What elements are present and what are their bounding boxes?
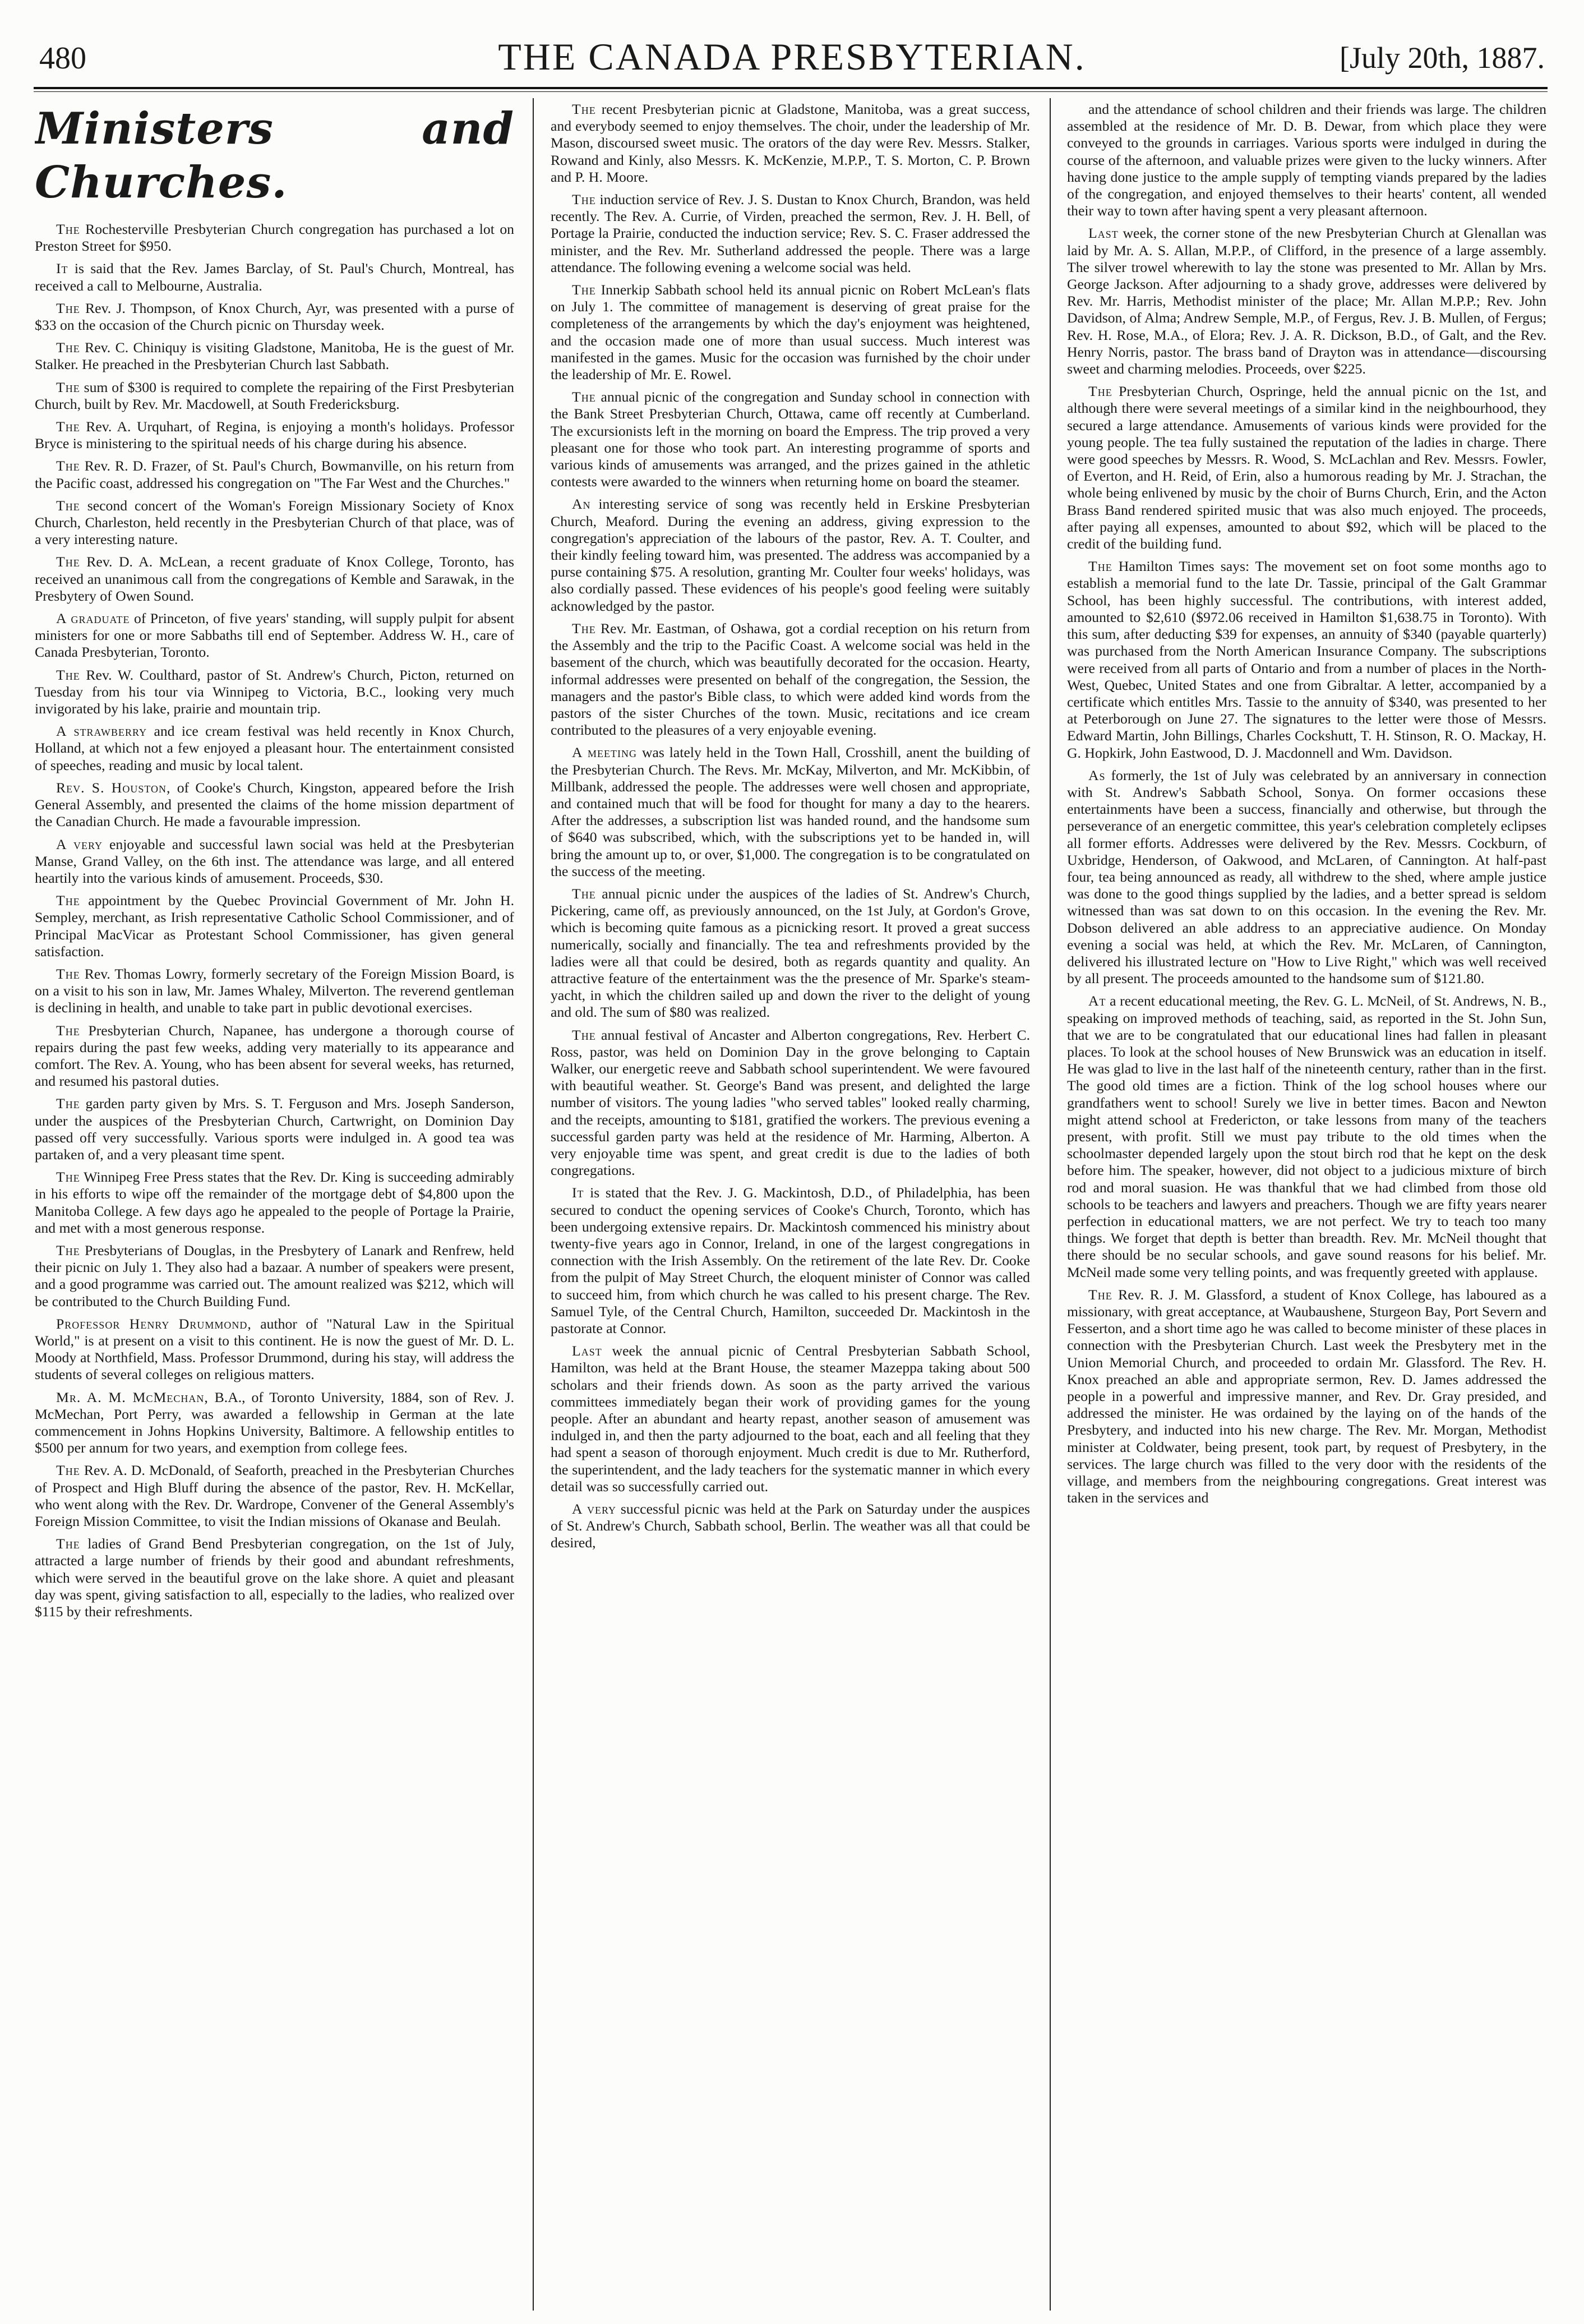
- item-text: successful picnic was held at the Park on Saturday under the auspices of St. Andrew's Church, Sabbath school, Berlin. The weather was all that could be desired,: [551, 1501, 1030, 1551]
- news-item: [551, 496, 1030, 614]
- item-text: was lately held in the Town Hall, Crosshill, anent the building of the Presbyterian Church. The Revs. Mr. McKay, Milverton, and Mr. McKibbin, of Millbank, addressed the people. The addresses were well chosen and appropriate, and contained much that will be food for thought for many a day to the hearers. After the addresses, a subscription list was handed round, and the handsome sum of $640 was subscribed, which, with the subscriptions yet to be handed in, will bring the amount up to, or over, $1,000. The congregation is to be congratulated on the success of the meeting.: [551, 744, 1030, 879]
- item-lead: The: [56, 1022, 80, 1039]
- item-lead: The: [572, 191, 596, 208]
- section-heading: Ministers and Churches.: [35, 103, 514, 208]
- item-text: second concert of the Woman's Foreign Missionary Society of Knox Church, Charleston, held recently in the Presbyterian Church of that place, was of a very interesting nature.: [35, 497, 514, 548]
- item-lead: An: [572, 496, 591, 513]
- item-text: Rev. W. Coulthard, pastor of St. Andrew's Church, Picton, returned on Tuesday from his tour via Winnipeg to Victoria, B.C., looking very much invigorated by his lake, prairie and mountain trip.: [35, 666, 514, 717]
- item-text: Presbyterian Church, Ospringe, held the annual picnic on the 1st, and although there were several meetings of a similar kind in the neighbourhood, they secured a large attendance. Amusements of various kinds were provided for the young people. The tea fully sustained the reputation of the ladies in charge. There were good speeches by Messrs. R. Wood, S. McLachlan and Rev. Messrs. Fowler, of Everton, and H. Reid, of Erin, also a humorous reading by Mr. J. Strachan, the whole being enlivened by music by the choir of Burns Church, Erin, and the Acton Brass Band rendered spirited music that was also much enjoyed. The proceeds, after paying all expenses, amounted to about $92, which will be placed to the credit of the building fund.: [1067, 383, 1546, 552]
- news-item: [551, 1501, 1030, 1552]
- item-lead: The: [56, 418, 80, 435]
- header-rule: [34, 87, 1548, 89]
- item-text: author of "Natural Law in the Spiritual World," is at present on a visit to this continent. He is now the guest of Mr. D. L. Moody at Northfield, Mass. Professor Drummond, during his stay, will address the students of several colleges on religious matters.: [35, 1315, 514, 1383]
- item-lead: The: [572, 282, 596, 298]
- item-lead: The: [56, 892, 80, 909]
- item-lead: The: [572, 620, 596, 637]
- item-text: Rev. Thomas Lowry, formerly secretary of the Foreign Mission Board, is on a visit to his son in law, Mr. James Whaley, Milverton. The reverend gentleman is declining in health, and unable to take part in public devotional exercises.: [35, 965, 514, 1016]
- item-text: of Princeton, of five years' standing, will supply pulpit for absent ministers for one or more Sabbaths till end of September. Address W. H., care of Canada Presbyterian, Toronto.: [35, 610, 514, 661]
- item-text: Rev. A. D. McDonald, of Seaforth, preached in the Presbyterian Churches of Prospect and High Bluff during the absence of the pastor, Rev. H. McKellar, who went along with the Rev. Dr. Wardrope, Convener of the General Assembly's Foreign Mission Committee, to visit the Indian missions of Okanase and Beulah.: [35, 1462, 514, 1530]
- news-item: [35, 610, 514, 661]
- item-lead: The: [56, 339, 80, 356]
- item-lead: As: [1088, 767, 1106, 783]
- header-rule-thin: [34, 91, 1548, 92]
- item-lead: A strawberry: [56, 723, 147, 740]
- news-item: [35, 667, 514, 718]
- news-item: [35, 1389, 514, 1457]
- item-lead: Last: [572, 1343, 602, 1359]
- item-text: Presbyterian Church, Napanee, has undergone a thorough course of repairs during the past few weeks, adding very materially to its appearance and comfort. The Rev. A. Young, who has been absent for several weeks, has returned, and resumed his pastoral duties.: [35, 1022, 514, 1090]
- newspaper-title: THE CANADA PRESBYTERIAN.: [498, 35, 1086, 78]
- item-text: week the annual picnic of Central Presbyterian Sabbath School, Hamilton, was held at the Brant House, the steamer Mazeppa taking about 500 scholars and their friends down. As soon as the party arrived the various committees immediately began their work of providing games for the young people. After an abundant and hearty repast, another season of amusement was indulged in, and then the party adjourned to the boat, each and all feeling that they had spent a season of thorough enjoyment. Much credit is due to Mr. Rutherford, the superintendent, and the lady teachers for the systematic manner in which every detail was so successfully carried out.: [551, 1343, 1030, 1495]
- item-lead: The: [56, 497, 80, 514]
- item-text: Rev. R. J. M. Glassford, a student of Knox College, has laboured as a missionary, with great acceptance, at Waubaushene, Sturgeon Bay, Port Severn and Fesserton, and a short time ago he was called to become minister of these places in connection with the Presbyterian Church. Last week the Presbytery met in the Union Memorial Church, and proceeded to ordain Mr. Glassford. The Rev. H. Knox preached an able and appropriate sermon, Rev. D. James addressed the people in a powerful and impressive manner, and Rev. Dr. Gray presided, and addressed the minister. He was ordained by the laying on of the hands of the Presbytery, and inducted into his new charge. The Rev. Mr. Morgan, Methodist minister at Coldwater, being present, took part, by request of Presbytery, in the services. The large church was filled to the very door with the residents of the village, and members from the neighbouring congregations. Great interest was taken in the services and: [1067, 1286, 1546, 1506]
- news-item: [35, 300, 514, 334]
- news-item: [551, 886, 1030, 1021]
- item-lead: Last: [1088, 225, 1119, 242]
- item-text: appointment by the Quebec Provincial Government of Mr. John H. Sempley, merchant, as Irish representative Catholic School Commissioner, and of Principal MacVicar as Protestant School Commissioner, has given general satisfaction.: [35, 892, 514, 960]
- text-column-3: [1067, 101, 1546, 2311]
- news-item: [35, 554, 514, 605]
- item-lead: The: [56, 1169, 80, 1186]
- item-text: garden party given by Mrs. S. T. Ferguson and Mrs. Joseph Sanderson, under the auspices of the Presbyterian Church, Cartwright, on Dominion Day passed off very successfully. Various sports were indulged in. A good tea was partaken of, and a very pleasant time spent.: [35, 1095, 514, 1163]
- column-divider: [1050, 98, 1051, 2311]
- item-text: Rev. A. Urquhart, of Regina, is enjoying a month's holidays. Professor Bryce is ministering to the spiritual needs of his charge during his absence.: [35, 418, 514, 452]
- news-item: [551, 620, 1030, 739]
- news-item: [1067, 101, 1546, 219]
- news-item: [35, 780, 514, 831]
- item-lead: The: [56, 458, 80, 474]
- news-item: [35, 339, 514, 373]
- item-lead: It: [572, 1184, 584, 1201]
- news-item: [35, 221, 514, 255]
- item-lead: A graduate: [56, 610, 130, 627]
- item-text: induction service of Rev. J. S. Dustan to Knox Church, Brandon, was held recently. The Rev. A. Currie, of Virden, preached the sermon, Rev. J. H. Bell, of Portage la Prairie, conducted the induction service; Rev. S. C. Fraser addressed the minister, and the Rev. Mr. Sutherland addressed the people. There was a large attendance. The following evening a welcome social was held.: [551, 191, 1030, 275]
- item-lead: The: [1088, 1286, 1112, 1303]
- news-item: [35, 1536, 514, 1620]
- item-text: annual picnic under the auspices of the ladies of St. Andrew's Church, Pickering, came off, as previously announced, on the 1st July, at Gordon's Grove, which is becoming quite famous as a picnicking resort. It proved a great success numerically, socially and financially. The tea and refreshments provided by the ladies were all that could be desired, both as regards quantity and quality. An attractive feature of the entertainment was the the presence of Mr. Sparke's steam-yacht, in which the children sailed up and down the river to the delight of young and old. The sum of $80 was realized.: [551, 885, 1030, 1021]
- item-lead: The: [56, 221, 80, 237]
- item-lead: The: [572, 389, 596, 405]
- news-item: [35, 723, 514, 774]
- item-lead: Rev. S. Houston,: [56, 779, 171, 796]
- news-item: [35, 1242, 514, 1310]
- item-lead: The: [56, 1242, 80, 1258]
- news-item: [35, 418, 514, 452]
- item-lead: The: [572, 101, 596, 117]
- news-item: [35, 379, 514, 413]
- item-lead: A very: [572, 1501, 617, 1518]
- news-item: [551, 191, 1030, 276]
- news-item: [35, 892, 514, 960]
- item-text: annual picnic of the congregation and Sunday school in connection with the Bank Street Presbyterian Church, Ottawa, came off recently at Cumberland. The excursionists left in the morning on board the Empress. The trip proved a very pleasant one for those who took part. An interesting programme of sports and various kinds of amusements was arranged, and the prizes gained in the athletic contests were awarded to the winners when returning home on board the steamer.: [551, 389, 1030, 490]
- news-item: [35, 1169, 514, 1237]
- news-item: [551, 101, 1030, 186]
- item-lead: A meeting: [572, 744, 638, 761]
- item-text: Presbyterians of Douglas, in the Presbytery of Lanark and Renfrew, held their picnic on July 1. They also had a bazaar. A number of speakers were present, and a good programme was carried out. The amount realized was $212, which will be contributed to the Church Building Fund.: [35, 1242, 514, 1309]
- page-number: 480: [39, 41, 86, 76]
- item-text: and the attendance of school children and their friends was large. The children assembled at the residence of Mr. D. B. Dewar, from which place they were conveyed to the grounds in carriages. Various sports were indulged in during the course of the afternoon, and valuable prizes were given to the lucky winners. After having done justice to the ample supply of tempting viands prepared by the ladies of the congregation, and enjoyed themselves to their hearts' content, all wended their way to town after having spent a very pleasant afternoon.: [1067, 101, 1546, 219]
- item-text: is said that the Rev. James Barclay, of St. Paul's Church, Montreal, has received a call to Melbourne, Australia.: [35, 260, 514, 294]
- news-item: [35, 1316, 514, 1384]
- news-item: [35, 458, 514, 491]
- item-text: sum of $300 is required to complete the repairing of the First Presbyterian Church, built by Rev. Mr. Macdowell, at South Fredericksburg.: [35, 379, 514, 412]
- news-item: [551, 282, 1030, 383]
- item-lead: The: [56, 554, 80, 570]
- item-text: of Cooke's Church, Kingston, appeared before the Irish General Assembly, and presented the claims of the home mission department of the Canadian Church. He made a favourable impression.: [35, 779, 514, 830]
- item-text: Rev. Mr. Eastman, of Oshawa, got a cordial reception on his return from the Assembly and the trip to the Pacific Coast. A welcome social was held in the basement of the church, which was beautifully decorated for the occasion. Hearty, informal addresses were presented on behalf of the congregation, the Session, the managers and the pastor's Bible class, to which were added kind words from the pastors of the sister Churches of the town. Music, recitations and ice cream contributed to the pleasures of a very enjoyable evening.: [551, 620, 1030, 739]
- item-text: Innerkip Sabbath school held its annual picnic on Robert McLean's flats on July 1. The committee of management is deserving of great praise for the completeness of the arrangements by which the day's enjoyment was heightened, and the occasion made one of more than usual success. Much interest was manifested in the games. Music for the occasion was furnished by the choir under the leadership of Mr. E. Rowel.: [551, 282, 1030, 383]
- item-text: formerly, the 1st of July was celebrated by an anniversary in connection with St. Andrew's Sabbath School, Sonya. On former occasions these entertainments have been a success, financially and otherwise, but through the perseverance of an energetic committee, this year's celebration completely eclipses all former efforts. Addresses were delivered by the Rev. Messrs. Cockburn, of Uxbridge, Henderson, of Oakwood, and McLaren, of Cannington. At half-past four, tea being announced as ready, all withdrew to the shed, where ample justice was done to the good things supplied by the ladies, and a better spread is seldom witnessed than was sat down to on this occasion. In the evening the Rev. Mr. Dobson delivered an able address to an appreciative audience. On Monday evening a social was held, at which the Rev. Mr. McLaren, of Cannington, delivered his illustrated lecture on "How to Live Right," which was well received by all present. The proceeds amounted to the handsome sum of $121.80.: [1067, 767, 1546, 987]
- news-item: [35, 1462, 514, 1530]
- item-lead: The: [1088, 383, 1112, 400]
- item-lead: The: [56, 965, 80, 982]
- masthead: [22, 35, 1562, 84]
- news-item: [1067, 558, 1546, 761]
- item-text: Rochesterville Presbyterian Church congregation has purchased a lot on Preston Street for $950.: [35, 221, 514, 255]
- item-lead: The: [56, 666, 80, 683]
- item-text: B.A., of Toronto University, 1884, son of Rev. J. McMechan, Port Perry, was awarded a fellowship in German at the late commencement in Johns Hopkins University, Baltimore. A fellowship entitles to $500 per annum for two years, and exemption from college fees.: [35, 1389, 514, 1456]
- item-lead: The: [56, 379, 80, 395]
- item-text: Winnipeg Free Press states that the Rev. Dr. King is succeeding admirably in his efforts to wipe off the remainder of the mortgage debt of $4,800 upon the Manitoba College. A few days ago he appealed to the people of Portage la Prairie, and met with a most generous response.: [35, 1169, 514, 1236]
- item-text: week, the corner stone of the new Presbyterian Church at Glenallan was laid by Mr. A. S. Allan, M.P.P., of Clifford, in the presence of a large assembly. The silver trowel wherewith to lay the stone was presented to Mr. Allan by Mrs. George Jackson. After adjourning to a shady grove, addresses were delivered by Rev. Mr. Harris, Methodist minister of the place; Mr. Allan M.P.P.; Rev. John Davidson, of Alma; Andrew Semple, M.P., of Fergus, Rev. J. B. Mullen, of Fergus; Rev. H. Rose, M.A., of Elora; Rev. J. A. R. Dickson, B.D., of Galt, and the Rev. Henry Norris, pastor. The brass band of Drayton was in attendance—discoursing sweet and charming melodies. Proceeds, over $225.: [1067, 225, 1546, 377]
- news-item: [35, 1022, 514, 1090]
- item-text: interesting service of song was recently held in Erskine Presbyterian Church, Meaford. During the evening an address, giving expression to the congregation's appreciation of the labours of the pastor, Rev. A. T. Coulter, and their kindly feeling toward him, was presented. The address was accompanied by a purse containing $75. A resolution, granting Mr. Coulter four weeks' holidays, was also cordially passed. These evidences of his people's good feeling were suitably acknowledged by the pastor.: [551, 496, 1030, 614]
- item-text: Rev. J. Thompson, of Knox Church, Ayr, was presented with a purse of $33 on the occasion of the Church picnic on Thursday week.: [35, 299, 514, 334]
- item-lead: The: [572, 1026, 596, 1043]
- item-lead: It: [56, 260, 68, 277]
- text-column-2: [551, 101, 1030, 2311]
- item-lead: The: [56, 1095, 80, 1112]
- news-item: [35, 966, 514, 1017]
- issue-date: [July 20th, 1887.: [1339, 41, 1545, 75]
- item-lead: A very: [56, 836, 103, 852]
- news-item: [551, 744, 1030, 880]
- news-item: [35, 260, 514, 294]
- item-text: a recent educational meeting, the Rev. G. L. McNeil, of St. Andrews, N. B., speaking on improved methods of teaching, said, as reported in the St. John Sun, that we are to be congratulated that our educational lines had fallen in pleasant places. To look at the school houses of New Brunswick was an education in itself. He was glad to live in the last half of the nineteenth century, rather than in the first. The good old times are a fiction. Think of the log school houses where our grandfathers went to school! Surely we live in better times. Bacon and Newton might attend school at Fredericton, or take lessons from many of the teachers present, with profit. Still we must pay tribute to the old times when the schoolmaster depended largely upon the stout birch rod that he kept on the desk before him. The speaker, however, did not object to a judicious mixture of birch rod and moral suasion. He was thankful that we had climbed from those old schools to be teachers and lawyers and preachers. Though we are fifty years nearer perfection in educational matters, we are not perfect. We try to teach too many things. We forget that depth is better than breadth. Rev. Mr. McNeil thought that there should be no secular schools, and gave sound reasons for his belief. Mr. McNeil made some very telling points, and was frequently greeted with applause.: [1067, 993, 1546, 1280]
- item-text: Hamilton Times says: The movement set on foot some months ago to establish a memorial fund to the late Dr. Tassie, principal of the Galt Grammar School, has been highly successful. The contributions, with interest added, amounted to $2,610 ($972.06 received in Hamilton $1,638.75 in Toronto). With this sum, after deducting $39 for expenses, an annuity of $340 (payable quarterly) was purchased from the North American Insurance Company. The subscriptions were received from all parts of Ontario and from a number of places in the North-West, Quebec, United States and one from Gibraltar. A letter, accompanied by a certificate which entitles Mrs. Tassie to the annuity of $340, was presented to her at Peterborough on June 27. The signatures to the letter were those of Messrs. Edward Martin, John Billings, Charles Cockshutt, T. H. Stinson, R. O. Mackay, H. G. Hopkirk, John Eastwood, D. J. Macdonnell and Wm. Davidson.: [1067, 558, 1546, 761]
- news-item: [35, 836, 514, 887]
- news-item: [551, 389, 1030, 490]
- item-text: is stated that the Rev. J. G. Mackintosh, D.D., of Philadelphia, has been secured to conduct the opening services of Cooke's Church, Toronto, which has been undergoing extensive repairs. Dr. Mackintosh commenced his ministry about twenty-five years ago in Connor, Ireland, in one of the largest congregations in connection with the Irish Assembly. On the retirement of the late Rev. Dr. Cooke from the pulpit of May Street Church, the eloquent minister of Connor was called to succeed him, from which church he was called to his present charge. The Rev. Samuel Tyle, of the Central Church, Hamilton, succeeded Dr. Mackintosh in the pastorate at Connor.: [551, 1184, 1030, 1337]
- item-lead: Professor Henry Drummond,: [56, 1315, 252, 1332]
- item-lead: The: [56, 1536, 80, 1552]
- news-item: [551, 1184, 1030, 1337]
- item-lead: The: [1088, 558, 1112, 575]
- item-lead: The: [572, 885, 596, 902]
- news-item: [551, 1343, 1030, 1495]
- news-item: [551, 1027, 1030, 1179]
- item-text: recent Presbyterian picnic at Gladstone, Manitoba, was a great success, and everybody seemed to enjoy themselves. The choir, under the leadership of Mr. Mason, discoursed sweet music. The orators of the day were Rev. Messrs. Stalker, Rowand and Kinly, also Messrs. K. McKenzie, M.P.P., T. S. Morton, C. P. Brown and P. H. Moore.: [551, 101, 1030, 185]
- column-divider: [533, 98, 534, 2311]
- item-text: Rev. R. D. Frazer, of St. Paul's Church, Bowmanville, on his return from the Pacific coast, addressed his congregation on "The Far West and the Churches.": [35, 458, 514, 491]
- item-text: Rev. D. A. McLean, a recent graduate of Knox College, Toronto, has received an unanimous call from the congregations of Kemble and Sarawak, in the Presbytery of Owen Sound.: [35, 554, 514, 604]
- news-item: [35, 1095, 514, 1163]
- news-item: [1067, 767, 1546, 988]
- item-text: ladies of Grand Bend Presbyterian congregation, on the 1st of July, attracted a large number of friends by their good and abundant refreshments, which were served in the beautiful grove on the lake shore. A quiet and pleasant day was spent, giving satisfaction to all, especially to the ladies, who realized over $115 by their refreshments.: [35, 1536, 514, 1620]
- news-item: [1067, 993, 1546, 1280]
- item-text: and ice cream festival was held recently in Knox Church, Holland, at which not a few enjoyed a pleasant hour. The entertainment consisted of speeches, reading and music by local talent.: [35, 723, 514, 773]
- item-lead: Mr. A. M. McMechan,: [56, 1389, 209, 1405]
- news-item: [1067, 1286, 1546, 1507]
- news-item: [35, 497, 514, 548]
- news-item: [1067, 383, 1546, 552]
- item-text: Rev. C. Chiniquy is visiting Gladstone, Manitoba, He is the guest of Mr. Stalker. He preached in the Presbyterian Church last Sabbath.: [35, 339, 514, 373]
- news-item: [1067, 225, 1546, 377]
- item-text: annual festival of Ancaster and Alberton congregations, Rev. Herbert C. Ross, pastor, was held on Dominion Day in the grove belonging to Captain Walker, our energetic reeve and Sabbath school superintendent. We were favoured with beautiful weather. St. George's Band was present, and delighted the large number of visitors. The young ladies "who served tables" looked really charming, and the receipts, amounting to $181, gratified the workers. The previous evening a successful garden party was held at the residence of Mr. Harming, Alberton. A very enjoyable time was spent, and great credit is due to the ladies of both congregations.: [551, 1026, 1030, 1179]
- text-column-1: [35, 101, 514, 2311]
- item-text: enjoyable and successful lawn social was held at the Presbyterian Manse, Grand Valley, on the 6th inst. The attendance was large, and all entered heartily into the various kinds of amusement. Proceeds, $30.: [35, 836, 514, 886]
- item-lead: The: [56, 1462, 80, 1479]
- item-lead: The: [56, 299, 80, 316]
- item-lead: At: [1088, 993, 1106, 1009]
